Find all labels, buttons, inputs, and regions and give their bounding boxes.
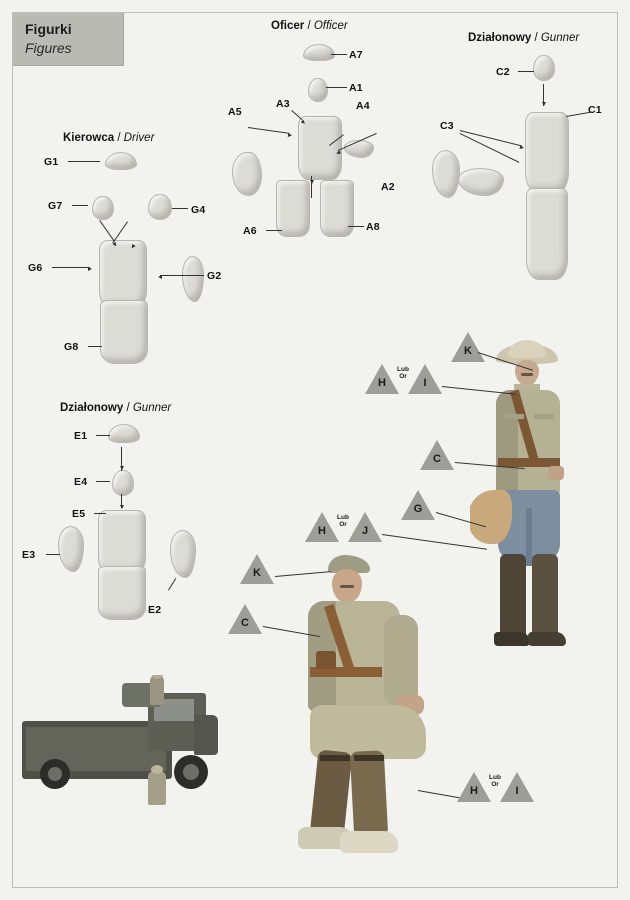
section-heading-officer-en: Officer: [313, 20, 348, 32]
section-heading-gunner-top-sep: /: [531, 32, 541, 44]
section-heading-driver-en: Driver: [123, 132, 155, 144]
part-e5-torso: [98, 510, 146, 574]
marker-note-upper-pl: Lub: [397, 366, 409, 373]
leader-a6: [266, 230, 282, 231]
page-title-pl: Figurki: [25, 21, 72, 37]
part-a1-head: [308, 78, 328, 102]
label-a4: A4: [356, 100, 370, 112]
marker-note-lower-pl: Lub: [489, 774, 501, 781]
section-heading-officer-pl: Oficer: [271, 20, 305, 32]
part-e3-arm: [58, 526, 84, 572]
label-g1: G1: [44, 156, 59, 168]
section-heading-officer-sep: /: [304, 20, 314, 32]
label-a8: A8: [366, 221, 380, 233]
leader-e3: [46, 554, 60, 555]
section-heading-officer: [271, 20, 348, 32]
section-heading-gunner-top-pl: Działonowy: [468, 32, 532, 44]
section-heading-gunner-bottom: [60, 402, 171, 414]
leader-g6: [52, 267, 90, 268]
marker-i-upper-char: I: [423, 377, 427, 389]
leader-g2-arrow: [158, 275, 162, 279]
part-c2-head: [533, 55, 555, 81]
marker-c-upper-char: C: [433, 453, 441, 465]
leader-a-center-arrow: [310, 180, 314, 184]
title-block: [13, 13, 124, 66]
marker-j-char: J: [361, 525, 369, 537]
part-a5-bag: [232, 152, 262, 196]
leader-a5-arrow: [288, 133, 293, 138]
label-g7: G7: [48, 200, 63, 212]
marker-c-lower-char: C: [241, 617, 249, 629]
leader-g2: [160, 275, 204, 276]
part-c3-arm-b: [458, 168, 504, 196]
part-e2-arm: [170, 530, 196, 578]
leader-a8: [348, 226, 364, 227]
part-c3-arm-a: [432, 150, 460, 198]
marker-note-middle-en: Or: [339, 521, 347, 528]
section-heading-driver-sep: /: [114, 132, 124, 144]
photo-painted-sitting-soldier: [280, 555, 455, 880]
leader-a1: [326, 87, 347, 88]
part-g8-legs: [100, 300, 148, 364]
part-e5-legs: [98, 566, 146, 620]
leader-g1: [68, 161, 100, 162]
leader-c2-arrow: [542, 102, 546, 106]
leader-c3-a-arrow: [520, 145, 525, 150]
label-a1: A1: [349, 82, 363, 94]
label-a6: A6: [243, 225, 257, 237]
part-a8-legs-right: [320, 180, 354, 237]
part-a3-torso: [298, 116, 342, 180]
part-c1-body-upper: [525, 112, 569, 192]
part-g6-torso: [99, 240, 147, 308]
marker-h-upper-char: H: [378, 377, 386, 389]
marker-note-lower-en: Or: [491, 781, 499, 788]
section-heading-gunner-bottom-sep: /: [123, 402, 133, 414]
marker-k-upper-char: K: [464, 345, 472, 357]
leader-a5: [248, 127, 290, 134]
part-g4-head: [148, 194, 172, 220]
label-e3: E3: [22, 549, 36, 561]
part-g7-head: [92, 196, 114, 220]
part-g2-arm: [182, 256, 204, 302]
leader-a3: [291, 110, 302, 120]
leader-e4-arrow: [120, 505, 124, 509]
marker-i-lower-char: I: [515, 785, 519, 797]
leader-e2: [168, 578, 176, 590]
leader-c2: [518, 71, 534, 72]
part-a4-arm: [344, 140, 374, 158]
label-c1: C1: [588, 104, 602, 116]
leader-e1-arrow: [120, 466, 124, 470]
leader-g6-arrow: [88, 267, 92, 271]
page-title-en: Figures: [25, 40, 72, 56]
label-g2: G2: [207, 270, 222, 282]
label-e4: E4: [74, 476, 88, 488]
leader-e4: [96, 481, 110, 482]
leader-e1: [96, 435, 110, 436]
label-e2: E2: [148, 604, 162, 616]
photo-truck-with-crew: [22, 675, 227, 805]
marker-g-char: G: [413, 503, 423, 515]
marker-h-lower-char: H: [470, 785, 478, 797]
part-g1-helmet: [105, 152, 137, 170]
part-e1-helmet: [108, 424, 140, 443]
label-a7: A7: [349, 49, 363, 61]
label-a3: A3: [276, 98, 290, 110]
marker-note-middle-pl: Lub: [337, 514, 349, 521]
label-a2: A2: [381, 181, 395, 193]
section-heading-driver: [63, 132, 154, 144]
marker-k-lower-char: K: [253, 567, 261, 579]
label-e1: E1: [74, 430, 88, 442]
label-a5: A5: [228, 106, 242, 118]
leader-g4: [172, 208, 188, 209]
label-g8: G8: [64, 341, 79, 353]
marker-h-middle-char: H: [318, 525, 326, 537]
part-c1-body-lower: [526, 188, 568, 280]
part-a6-legs-left: [276, 180, 310, 237]
leader-a7: [331, 54, 347, 55]
label-e5: E5: [72, 508, 86, 520]
leader-e5: [94, 513, 106, 514]
leader-g7: [72, 205, 88, 206]
leader-g7-down: [99, 220, 115, 242]
section-heading-gunner-bottom-pl: Działonowy: [60, 402, 124, 414]
section-heading-driver-pl: Kierowca: [63, 132, 115, 144]
marker-note-upper-en: Or: [399, 373, 407, 380]
part-e4-head: [112, 470, 134, 496]
label-g4: G4: [191, 204, 206, 216]
label-c2: C2: [496, 66, 510, 78]
label-g6: G6: [28, 262, 43, 274]
leader-g8: [88, 346, 102, 347]
label-c3: C3: [440, 120, 454, 132]
part-a7-helmet: [303, 44, 335, 61]
section-heading-gunner-bottom-en: Gunner: [132, 402, 172, 414]
section-heading-gunner-top: [468, 32, 579, 44]
section-heading-gunner-top-en: Gunner: [540, 32, 580, 44]
